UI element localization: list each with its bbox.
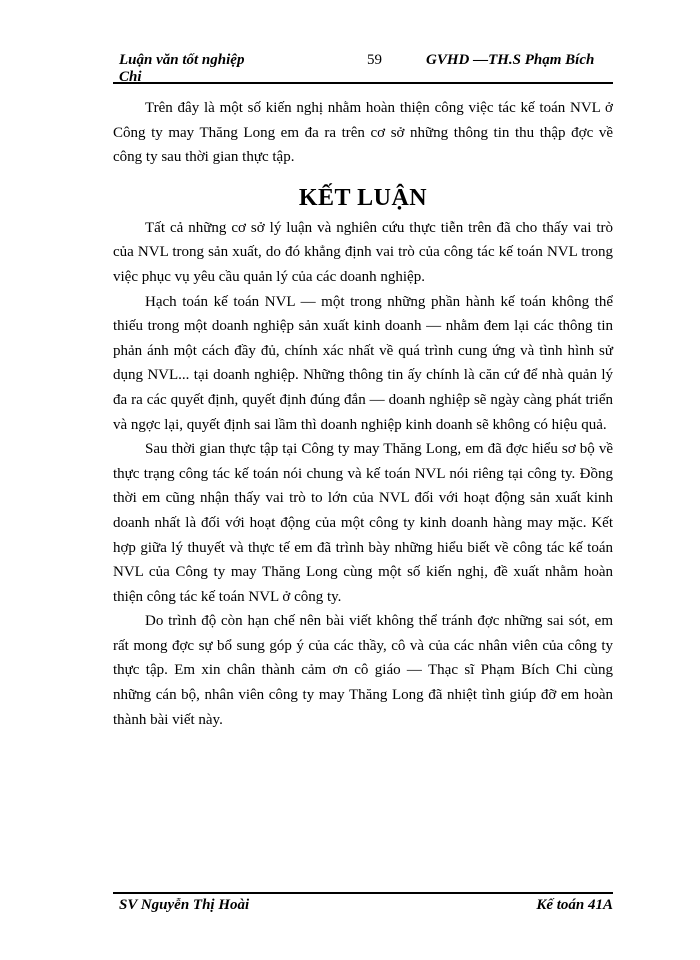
conclusion-paragraph-2: Hạch toán kế toán NVL — một trong những phần hành kế toán không thể thiếu trong một doanh nghiệp sản xuất kinh doanh — nhằm đem lại các thông tin phản ánh một cách đầy đủ, chính xác nhất về quá trình cung ứng và tình hình sử dụng NVL... tại doanh nghiệp. Những thông tin ấy chính là căn cứ để nhà quản lý đa ra các quyết định, quyết định đúng đắn — doanh nghiệp sẽ ngày càng phát triển và ngợc lại, quyết định sai lầm thì doanh nghiệp kinh doanh sẽ không có hiệu quả.: [113, 293, 613, 433]
student-name: SV Nguyễn Thị Hoài: [119, 897, 250, 913]
page-number: 59: [367, 52, 382, 68]
header-left-text: [119, 52, 279, 86]
supervisor-label: GVHD —TH.S Phạm Bích: [426, 52, 595, 68]
footer-divider: [113, 892, 613, 894]
conclusion-paragraph-1: Tất cả những cơ sở lý luận và nghiên cứu thực tiễn trên đã cho thấy vai trò của NVL trong sản xuất, do đó khẳng định vai trò của công tác kế toán NVL trong việc phục vụ yêu cầu quản lý của các doanh nghiệp.: [113, 219, 613, 285]
conclusion-paragraph-3: Sau thời gian thực tập tại Công ty may Thăng Long, em đã đợc hiểu sơ bộ về thực trạng công tác kế toán nói chung và kế toán NVL nói riêng tại công ty. Đồng thời em cũng nhận thấy vai trò to lớn của NVL đối với hoạt động sản xuất kinh doanh nhất là đối với hoạt động của một công ty kinh doanh hàng may mặc. Kết hợp giữa lý thuyết và thực tế em đã trình bày những hiểu biết về công tác kế toán NVL của Công ty may Thăng Long cùng một số kiến nghị, đề xuất nhằm hoàn thiện công tác kế toán NVL ở công ty.: [113, 441, 613, 605]
section-title: KẾT LUẬN: [298, 184, 428, 211]
page-header: [113, 52, 613, 90]
header-divider: [113, 82, 613, 84]
thesis-label: Luận văn tốt nghiệp: [119, 52, 245, 68]
intro-paragraph: Trên đây là một số kiến nghị nhằm hoàn thiện công việc tác kế toán NVL ở Công ty may Thăng Long em đa ra trên cơ sở những thông tin thu thập đợc về công ty sau thời gian thực tập.: [113, 100, 613, 166]
class-name: Kế toán 41A: [536, 897, 613, 913]
supervisor-name-overflow: Chi: [119, 69, 142, 85]
page-body: [113, 96, 613, 732]
conclusion-paragraph-4: Do trình độ còn hạn chế nên bài viết không thể tránh đợc những sai sót, em rất mong đợc sự bổ sung góp ý của các thầy, cô và của các nhân viên của công ty thực tập. Em xin chân thành cảm ơn cô giáo — Thạc sĩ Phạm Bích Chi cùng những cán bộ, nhân viên công ty may Thăng Long đã nhiệt tình giúp đỡ em hoàn thành bài viết này.: [113, 613, 613, 728]
